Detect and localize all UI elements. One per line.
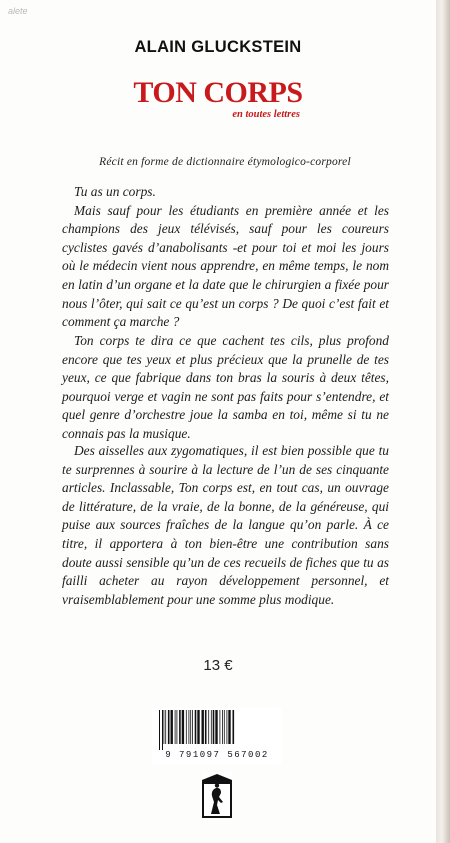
- blurb-part-2: [62, 332, 389, 444]
- author-name: ALAIN GLUCKSTEIN: [134, 38, 302, 56]
- price-label: 13 €: [203, 657, 233, 674]
- book-spine-edge: [436, 0, 450, 843]
- publisher-logo-icon: [202, 772, 232, 818]
- genre-line: Récit en forme de dictionnaire étymologico-corporel: [99, 156, 351, 168]
- blurb-paragraph: Des aisselles aux zygomatiques, il est bien possible que tu te surprennes à sourire à la lecture de l’un de ses cinquante articles. Inclassable, Ton corps est, en tout cas, un ouvrage de littérature, de la vraie, de la bonne, de la généreuse, qui puise aux sources fraîches de la langue qu’on parle. À ce titre, il apportera à ton bien-être une contribution sans doute aussi sensible qu’un de ces recueils de fiches que tu as failli acheter au rayon développement personnel, et vraisemblablement pour une somme plus modique.: [62, 443, 389, 607]
- blurb-paragraph: Mais sauf pour les étudiants en première année et les champions des jeux télévisés, sauf pour les coureurs cyclistes gavés d’anabolisants -et pour toi et moi les jours où le médecin vient nous apprendre, en même temps, le nom en latin d’un organe et la date que le chirurgien a fixée pour nous l’ôter, qui sait ce qu’est un corps ? De quoi c’est fait et comment ça marche ?: [62, 202, 389, 330]
- blurb-paragraph: Tu as un corps.: [74, 184, 156, 199]
- book-subtitle: en toutes lettres: [232, 109, 300, 120]
- blurb-part-3: [62, 442, 389, 609]
- barcode-bars-icon: [157, 710, 277, 750]
- barcode: [152, 708, 282, 764]
- blurb-paragraph: Ton corps te dira ce que cachent tes cils, plus profond encore que tes yeux et plus précieux que la prunelle de tes yeux, ce que fabrique dans ton bras la souris à deux têtes, pourquoi verge et vagin ne sont pas faits pour s’entendre, et quel genre d’orchestre joue la samba en toi, même si tu ne connais pas la musique.: [62, 333, 389, 441]
- corner-note: alete: [8, 6, 28, 16]
- barcode-number: 9 791097 567002: [165, 750, 269, 760]
- blurb-part-1: [62, 183, 389, 332]
- book-title: TON CORPS: [133, 76, 303, 109]
